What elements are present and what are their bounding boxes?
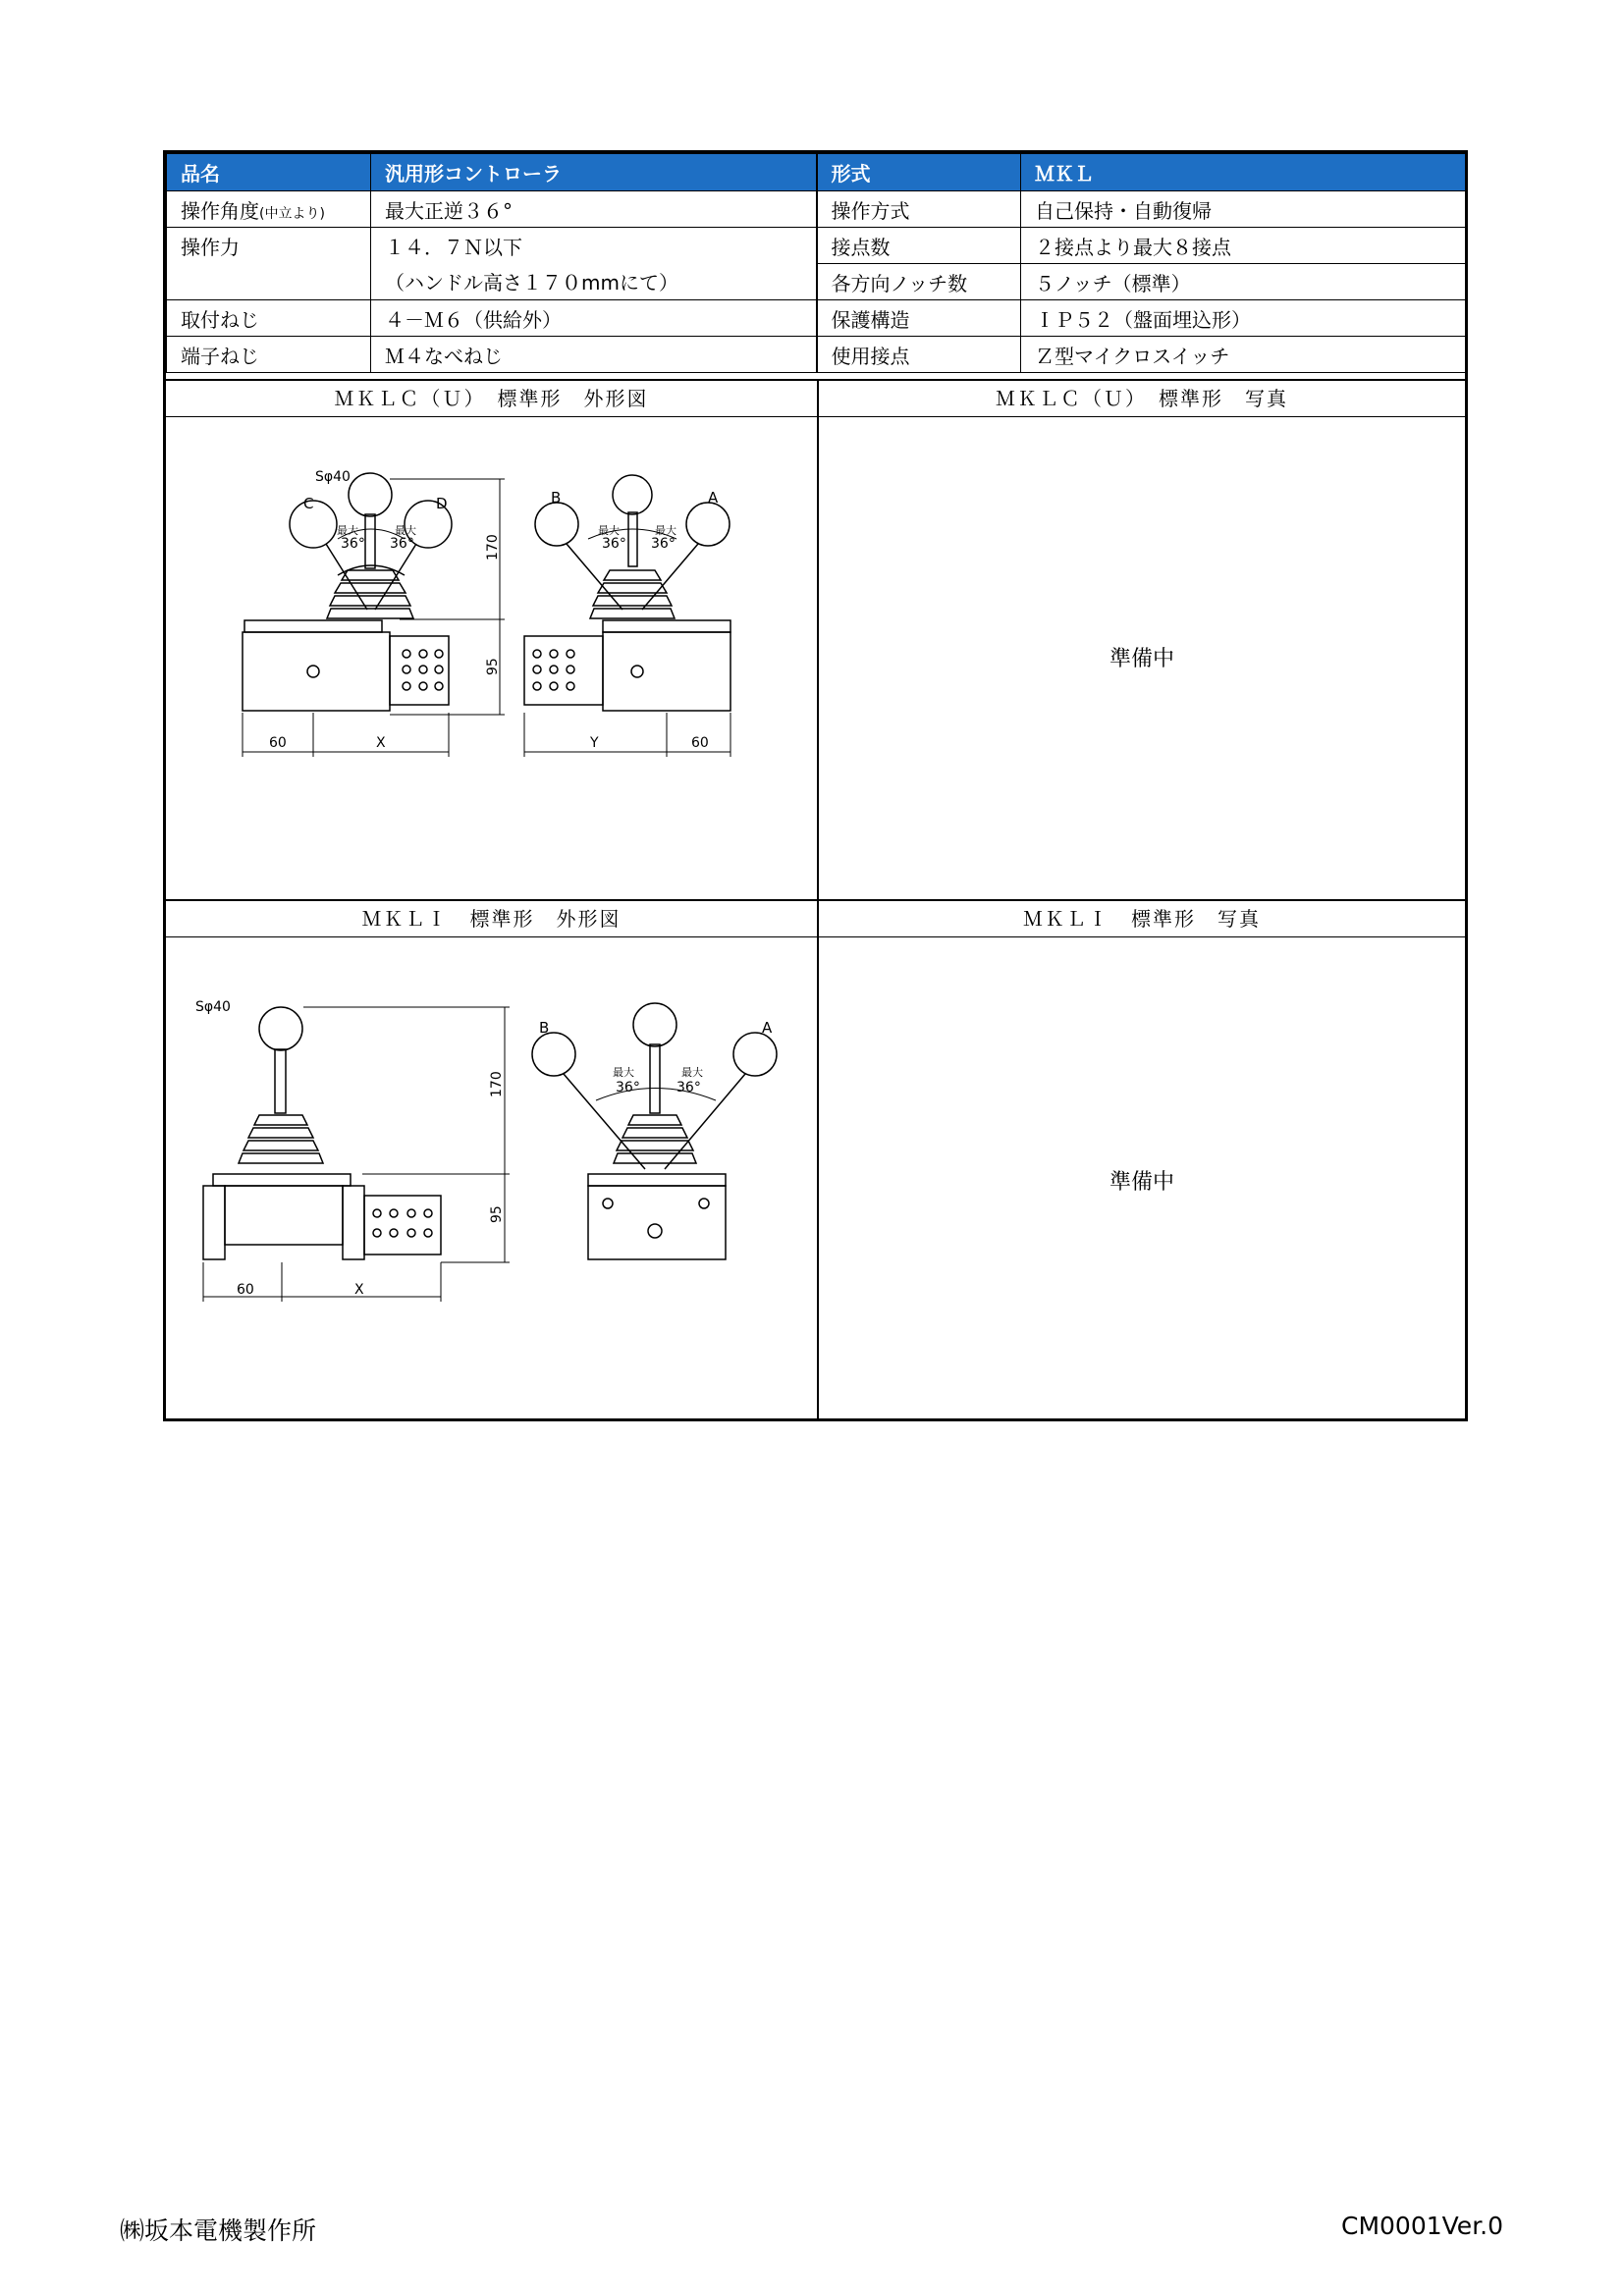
- spec-row-label: 取付ねじ: [167, 300, 371, 337]
- spec-row-value: ４－Ｍ６（供給外）: [371, 300, 817, 337]
- spec-row-value2: ５ノッチ（標準）: [1021, 264, 1466, 300]
- spec-row-label: 端子ねじ: [167, 337, 371, 373]
- spec-row-value: Ｍ４なべねじ: [371, 337, 817, 373]
- label-dim-170: 170: [489, 1071, 505, 1097]
- label-position-b: B: [539, 1019, 550, 1037]
- spec-row: [167, 300, 1466, 337]
- spec-row: [167, 191, 1466, 228]
- spec-row-label: 操作角度(中立より): [167, 191, 371, 228]
- label-dim-95: 95: [485, 658, 501, 675]
- mklc-drawing-title: ＭＫＬＣ（Ｕ） 標準形 外形図: [166, 381, 817, 417]
- label-max: 最大: [395, 524, 416, 537]
- spec-row-value2: 自己保持・自動復帰: [1021, 191, 1466, 228]
- mklc-left-view: [243, 473, 505, 757]
- label-max: 最大: [681, 1066, 703, 1079]
- spec-table: [166, 153, 1466, 373]
- spec-row-label2: 使用接点: [817, 337, 1021, 373]
- mkli-outline-drawing: [166, 938, 817, 1419]
- spec-row: [167, 337, 1466, 373]
- spec-row-value: （ハンドル高さ１７０mmにて）: [371, 264, 817, 300]
- spec-header-value-model: ＭＫＬ: [1021, 154, 1466, 191]
- label-max: 最大: [598, 524, 620, 537]
- label-position-d: D: [436, 495, 448, 512]
- spec-row-label: 操作力: [167, 228, 371, 264]
- spec-row-value2: ＩＰ５２（盤面埋込形）: [1021, 300, 1466, 337]
- label-dim-170: 170: [485, 534, 501, 561]
- label-dim-60: 60: [237, 1282, 254, 1298]
- mkli-left-view: [203, 1007, 510, 1302]
- label-position-c: C: [303, 495, 314, 512]
- spec-row-label2: 保護構造: [817, 300, 1021, 337]
- spec-row-value2: ２接点より最大８接点: [1021, 228, 1466, 264]
- label-position-a: A: [762, 1019, 773, 1037]
- label-max: 最大: [337, 524, 358, 537]
- label-angle: 36°: [390, 536, 414, 552]
- label-max: 最大: [655, 524, 676, 537]
- mklc-right-view: [524, 475, 730, 757]
- label-angle: 36°: [341, 536, 365, 552]
- spec-row-label: [167, 264, 371, 300]
- label-position-b: B: [551, 489, 562, 507]
- label-dim-x: X: [354, 1282, 364, 1298]
- divider-line: [817, 379, 819, 1418]
- spec-row: [167, 228, 1466, 264]
- photo-placeholder-text: 準備中: [1109, 647, 1174, 671]
- label-max: 最大: [613, 1066, 634, 1079]
- mklc-photo-title: ＭＫＬＣ（Ｕ） 標準形 写真: [819, 381, 1465, 417]
- label-dim-60: 60: [269, 735, 287, 751]
- spec-header-value-name: 汎用形コントローラ: [371, 154, 817, 191]
- label-angle: 36°: [676, 1080, 701, 1095]
- label-angle: 36°: [602, 536, 626, 552]
- spec-row-value: １４．７Ｎ以下: [371, 228, 817, 264]
- label-sphere: Sφ40: [195, 999, 231, 1015]
- spec-row-value: 最大正逆３６°: [371, 191, 817, 228]
- label-position-a: A: [708, 489, 719, 507]
- mkli-photo-title: ＭＫＬＩ 標準形 写真: [819, 901, 1465, 937]
- spec-row-label2: 接点数: [817, 228, 1021, 264]
- label-sphere: Sφ40: [315, 469, 351, 485]
- spec-sheet: [163, 150, 1468, 1421]
- label-angle: 36°: [616, 1080, 640, 1095]
- spec-row-label2: 各方向ノッチ数: [817, 264, 1021, 300]
- spec-header-row: [167, 154, 1466, 191]
- spec-row-value2: Ｚ型マイクロスイッチ: [1021, 337, 1466, 373]
- label-dim-y: Y: [590, 735, 599, 751]
- mkli-drawing-title: ＭＫＬＩ 標準形 外形図: [166, 901, 817, 937]
- label-angle: 36°: [651, 536, 676, 552]
- spec-header-label-model: 形式: [817, 154, 1021, 191]
- label-dim-60: 60: [691, 735, 709, 751]
- mklc-outline-drawing: [166, 418, 817, 899]
- company-name: ㈱坂本電機製作所: [120, 2216, 317, 2245]
- mkli-right-view: [532, 1003, 777, 1259]
- photo-placeholder-text: 準備中: [1109, 1170, 1174, 1195]
- spec-row: [167, 264, 1466, 300]
- document-id: CM0001Ver.0: [1341, 2212, 1504, 2240]
- label-dim-95: 95: [489, 1205, 505, 1223]
- spec-header-label-name: 品名: [167, 154, 371, 191]
- spec-row-label2: 操作方式: [817, 191, 1021, 228]
- label-dim-x: X: [376, 735, 386, 751]
